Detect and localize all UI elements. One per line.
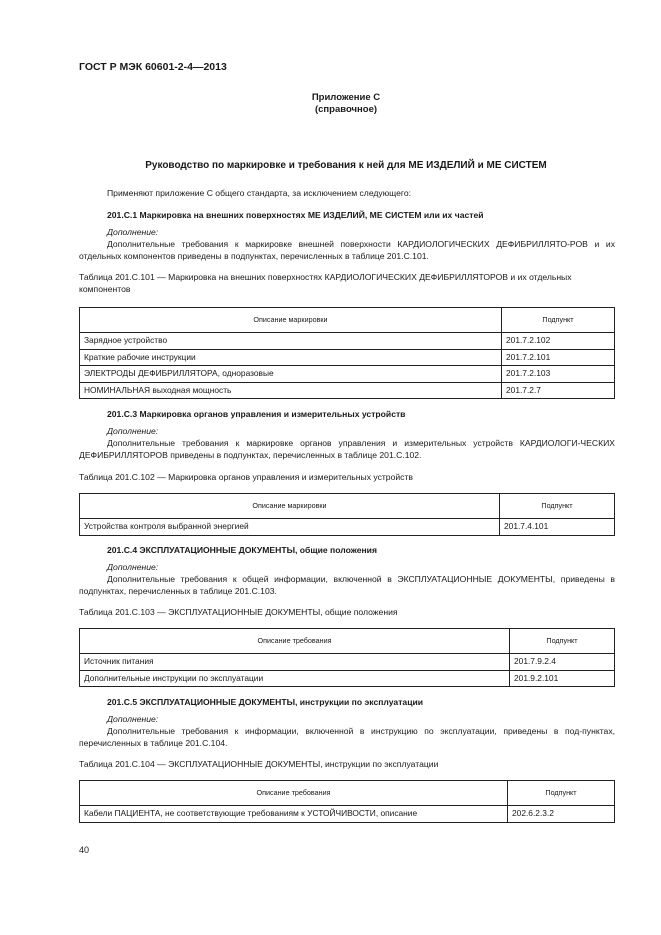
table-header-cell: Подпункт [500,494,615,519]
addition-label: Дополнение: [107,714,159,724]
table-cell: Источник питания [80,654,510,671]
table-row [80,382,615,399]
table-201c102 [79,493,615,536]
document-header: ГОСТ Р МЭК 60601-2-4—2013 [79,61,227,73]
section-heading: 201.С.1 Маркировка на внешних поверхностях МЕ ИЗДЕЛИЙ, МЕ СИСТЕМ или их частей [107,210,484,220]
table-header-row [80,494,615,519]
table-header-row [80,781,615,806]
table-caption: Таблица 201.С.104 — ЭКСПЛУАТАЦИОННЫЕ ДОКУМЕНТЫ, инструкции по эксплуатации [79,759,439,769]
table-cell: 202.6.2.3.2 [508,806,615,823]
table-header-cell: Подпункт [502,308,615,333]
section-heading: 201.С.4 ЭКСПЛУАТАЦИОННЫЕ ДОКУМЕНТЫ, общие положения [107,545,377,555]
table-header-cell: Подпункт [510,629,615,654]
table-cell: Краткие рабочие инструкции [80,349,502,366]
annex-subtitle: (справочное) [314,104,378,115]
table-201c104 [79,780,615,823]
table-header-row [80,629,615,654]
page-number: 40 [79,845,90,855]
table-row [80,349,615,366]
section-heading: 201.С.5 ЭКСПЛУАТАЦИОННЫЕ ДОКУМЕНТЫ, инструкции по эксплуатации [107,697,424,707]
table-row [80,519,615,536]
table-cell: 201.7.2.102 [502,333,615,350]
intro-text: Применяют приложение С общего стандарта, за исключением следующего: [107,188,412,198]
table-row [80,333,615,350]
table-caption: Таблица 201.С.102 — Маркировка органов управления и измерительных устройств [79,472,413,482]
table-header-cell: Описание требования [80,629,510,654]
annex-title: Приложение С [311,92,381,103]
addition-label: Дополнение: [107,227,159,237]
table-header-row [80,308,615,333]
table-header-cell: Описание маркировки [80,308,502,333]
table-cell: Дополнительные инструкции по эксплуатации [80,670,510,687]
table-row [80,366,615,383]
table-cell: 201.7.9.2.4 [510,654,615,671]
table-201c103 [79,628,615,687]
section-text: Дополнительные требования к общей информации, включенной в ЭКСПЛУАТАЦИОННЫЕ ДОКУМЕНТЫ, приведены в подпунктах, перечисленных в таблице 201.С.103. [79,574,615,596]
table-cell: 201.9.2.101 [510,670,615,687]
main-title: Руководство по маркировке и требования к ней для МЕ ИЗДЕЛИЙ и МЕ СИСТЕМ [145,160,547,171]
table-header-cell: Описание требования [80,781,508,806]
table-cell: 201.7.2.101 [502,349,615,366]
table-cell: Устройства контроля выбранной энергией [80,519,500,536]
table-cell: Кабели ПАЦИЕНТА, не соответствующие требованиям к УСТОЙЧИВОСТИ, описание [80,806,508,823]
addition-label: Дополнение: [107,426,159,436]
section-heading: 201.С.3 Маркировка органов управления и измерительных устройств [107,409,406,419]
table-201c101 [79,307,615,399]
table-caption: Таблица 201.С.101 — Маркировка на внешних поверхностях КАРДИОЛОГИЧЕСКИХ ДЕФИБРИЛЛЯТОРОВ и их отдельных компонентов [79,272,572,294]
section-text: Дополнительные требования к маркировке внешней поверхности КАРДИОЛОГИЧЕСКИХ ДЕФИБРИЛЛЯТО-РОВ и их отдельных компонентов приведены в подпунктах, перечисленных в таблице 201.С.101. [79,239,615,261]
table-caption: Таблица 201.С.103 — ЭКСПЛУАТАЦИОННЫЕ ДОКУМЕНТЫ, общие положения [79,607,398,617]
addition-label: Дополнение: [107,562,159,572]
table-row [80,670,615,687]
table-cell: 201.7.4.101 [500,519,615,536]
table-cell: ЭЛЕКТРОДЫ ДЕФИБРИЛЛЯТОРА, одноразовые [80,366,502,383]
table-row [80,806,615,823]
table-header-cell: Подпункт [508,781,615,806]
section-text: Дополнительные требования к маркировке органов управления и измерительных устройств КАРДИОЛОГИ-ЧЕСКИХ ДЕФИБРИЛЛЯТОРОВ приведены в подпунктах, перечисленных в таблице 201.С.102. [79,438,615,460]
section-text: Дополнительные требования к информации, включенной в инструкцию по эксплуатации, приведены в под-пунктах, перечисленных в таблице 201.С.104. [79,726,615,748]
table-header-cell: Описание маркировки [80,494,500,519]
table-cell: 201.7.2.7 [502,382,615,399]
table-cell: НОМИНАЛЬНАЯ выходная мощность [80,382,502,399]
table-cell: 201.7.2.103 [502,366,615,383]
table-row [80,654,615,671]
table-cell: Зарядное устройство [80,333,502,350]
